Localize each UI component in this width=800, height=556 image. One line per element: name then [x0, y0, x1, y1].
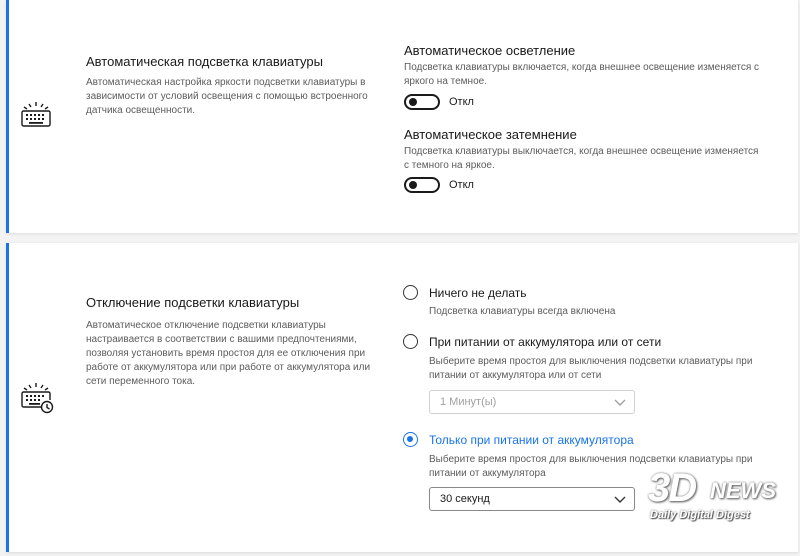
keyboard-timer-icon — [20, 382, 54, 414]
option-battery-only-label[interactable]: Только при питании от аккумулятора — [429, 433, 634, 447]
radio-battery-only[interactable] — [403, 432, 418, 447]
chevron-down-icon — [614, 494, 626, 504]
auto-backlight-description: Автоматическая настройка яркости подсветки клавиатуры в зависимости от условий освещения с помощью встроенного датчика освещенности. — [86, 77, 368, 116]
auto-brighten-toggle[interactable] — [404, 94, 440, 110]
chevron-down-icon — [614, 397, 626, 407]
option-do-nothing-label[interactable]: Ничего не делать — [429, 286, 527, 300]
option-battery-only-description: Выберите время простоя для выключения подсветки клавиатуры при питании от аккумулятора — [429, 454, 753, 479]
auto-dim-toggle[interactable] — [404, 177, 440, 193]
option-battery-or-ac-description: Выберите время простоя для выключения подсветки клавиатуры при питании от аккумулятора или от сети — [429, 356, 753, 381]
backlight-off-description: Автоматическое отключение подсветки клавиатуры настраивается в соответствии с вашими предпочтениями, позволяя установить время простоя для ее отключения при работе от аккумулятора или при работе от аккумулятора или сети переменного тока. — [86, 320, 371, 387]
auto-brighten-description: Подсветка клавиатуры включается, когда внешнее освещение изменяется с яркого на темное. — [404, 62, 760, 87]
backlight-off-title: Отключение подсветки клавиатуры — [86, 295, 300, 310]
auto-dim-description: Подсветка клавиатуры выключается, когда внешнее освещение изменяется с темного на яркое. — [404, 146, 759, 171]
radio-selected-dot — [407, 436, 413, 442]
toggle-knob — [409, 181, 417, 189]
radio-do-nothing[interactable] — [403, 285, 418, 300]
option-battery-or-ac-label[interactable]: При питании от аккумулятора или от сети — [429, 335, 662, 349]
watermark-brand-news: NEWS — [710, 478, 776, 503]
auto-backlight-title: Автоматическая подсветка клавиатуры — [86, 54, 323, 69]
auto-dim-state: Откл — [449, 179, 474, 191]
option-do-nothing-description: Подсветка клавиатуры всегда включена — [429, 306, 616, 317]
auto-backlight-card — [6, 0, 798, 233]
battery-or-ac-timeout-value: 1 Минут(ы) — [440, 396, 497, 408]
battery-only-timeout-value: 30 секунд — [440, 493, 490, 505]
radio-battery-or-ac[interactable] — [403, 334, 418, 349]
auto-dim-title: Автоматическое затемнение — [404, 127, 577, 142]
toggle-knob — [409, 98, 417, 106]
watermark-brand-main: 3D — [648, 466, 696, 510]
auto-brighten-state: Откл — [449, 96, 474, 108]
battery-only-timeout-select[interactable] — [429, 487, 635, 511]
battery-or-ac-timeout-select[interactable] — [429, 390, 635, 414]
3dnews-watermark — [640, 466, 790, 526]
watermark-tagline: Daily Digital Digest — [650, 509, 750, 521]
auto-brighten-title: Автоматическое осветление — [404, 43, 576, 58]
keyboard-backlight-icon — [20, 101, 52, 129]
